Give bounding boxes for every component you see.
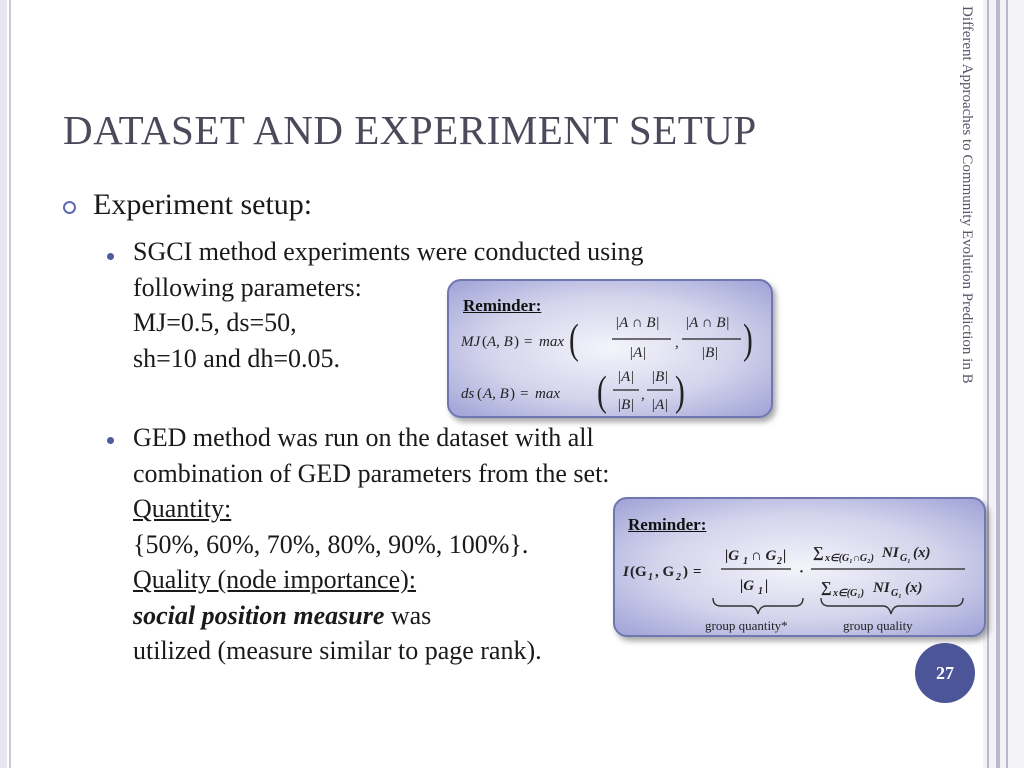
svg-text:|A|: |A| [629,345,647,361]
svg-text:=: = [693,564,702,580]
svg-text:NI: NI [873,580,890,596]
svg-text:=: = [524,334,533,350]
inclusion-formula-image [615,499,984,635]
left-border-line [9,0,11,768]
right-border-line [1006,0,1008,768]
quantity-values: {50%, 60%, 70%, 80%, 90%, 100%}. [133,529,529,559]
reminder-label: Reminder: [463,296,542,315]
svg-text:): ) [510,386,515,402]
dot-bullet-icon [107,253,114,260]
svg-text:ds: ds [461,386,475,402]
vertical-presentation-title: Different Approaches to Community Evolution Prediction in B [959,6,975,384]
sgci-line: SGCI method experiments were conducted using [133,237,644,266]
right-border-strip [983,0,1024,768]
svg-text:(x): (x) [905,580,923,596]
mj-ds-formula-image [449,281,771,416]
svg-text:|A|: |A| [651,397,669,413]
quantity-label: Quantity: [133,494,232,523]
ged-line: utilized (measure similar to page rank). [133,636,542,665]
reminder-box-ged [613,497,986,637]
reminder-label: Reminder: [628,515,707,534]
svg-text:|A ∩ B|: |A ∩ B| [615,315,660,331]
svg-text:(: ( [597,367,607,415]
quality-label: Quality (node importance): [133,565,417,594]
svg-text:max: max [535,386,560,402]
svg-text:|: | [765,578,769,594]
measure-name: social position measure [133,600,385,630]
svg-text:): ) [675,367,685,415]
svg-text:MJ: MJ [461,334,481,350]
svg-text:max: max [539,334,564,350]
svg-text:=: = [520,386,529,402]
svg-text:1: 1 [648,572,653,583]
svg-text:, G: , G [655,564,675,580]
svg-text:∑: ∑ [821,580,832,596]
sgci-line: sh=10 and dh=0.05. [133,343,340,373]
svg-text:x∈(G₁): x∈(G₁) [833,588,865,599]
svg-text:|G: |G [740,578,755,594]
svg-text:|A ∩ B|: |A ∩ B| [685,315,730,331]
right-border-line [987,0,989,768]
svg-text:x∈(G₁∩G₂): x∈(G₁∩G₂) [825,553,874,564]
svg-text:∩ G: ∩ G [751,548,777,564]
svg-text:|B|: |B| [651,369,669,385]
dot-bullet-icon [107,437,114,444]
svg-text:∑: ∑ [813,545,824,561]
svg-text:(G: (G [630,564,647,580]
svg-text:·: · [799,564,805,580]
svg-text:,: , [675,335,679,351]
sgci-line: following parameters: [133,272,362,302]
svg-text:|A|: |A| [617,369,635,385]
group-quantity-label: group quantity* [705,618,788,633]
ring-bullet-icon [63,201,76,214]
svg-text:I: I [623,564,629,580]
svg-text:2: 2 [676,572,681,583]
svg-text:|B|: |B| [701,345,719,361]
slide-title: DATASET AND EXPERIMENT SETUP [63,107,757,153]
svg-text:NI: NI [882,545,899,561]
svg-text:2: 2 [777,556,782,567]
ged-paragraph [133,420,610,669]
ged-line: GED method was run on the dataset with all [133,423,594,452]
svg-text:): ) [683,564,688,580]
bullet-experiment-setup: Experiment setup: [93,188,313,221]
svg-text:,: , [641,387,645,403]
left-border-stripe [0,0,7,768]
ged-line: combination of GED parameters from the set: [133,458,610,488]
measure-line [133,598,610,634]
svg-text:(: ( [569,315,579,363]
svg-text:(: ( [482,334,487,350]
svg-text:(x): (x) [913,545,931,561]
svg-text:A, B: A, B [487,334,513,350]
svg-text:(: ( [477,386,482,402]
svg-text:): ) [743,315,753,363]
svg-text:A, B: A, B [483,386,509,402]
sgci-line: MJ=0.5, ds=50, [133,308,297,337]
svg-text:|: | [783,548,787,564]
right-border-line [996,0,1000,768]
group-quality-label: group quality [843,618,913,633]
measure-suffix: was [384,600,432,630]
page-number-badge: 27 [915,643,975,703]
svg-text:G₁: G₁ [891,588,902,599]
svg-text:|G: |G [725,548,740,564]
reminder-box-sgci [447,279,773,418]
svg-text:): ) [514,334,519,350]
svg-text:G₁: G₁ [900,553,911,564]
svg-text:|B|: |B| [617,397,635,413]
svg-text:1: 1 [758,586,763,597]
svg-text:1: 1 [743,556,748,567]
